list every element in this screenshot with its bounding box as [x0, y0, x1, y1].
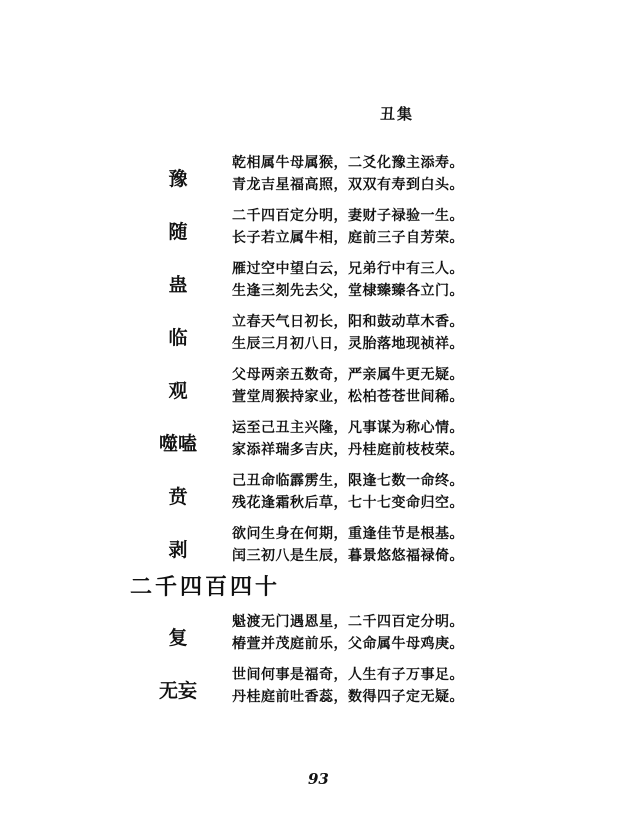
chapter-header: 丑集	[380, 105, 415, 123]
hexagram-name: 豫	[168, 168, 188, 190]
hexagram-entry	[0, 470, 640, 520]
hexagram-entry	[0, 364, 640, 414]
page-number: 93	[308, 770, 329, 788]
hexagram-entry	[0, 205, 640, 255]
verse-line-2: 生逢三刻先去父，堂棣臻臻各立门。	[232, 283, 464, 299]
hexagram-entry	[0, 417, 640, 467]
hexagram-name: 剥	[168, 539, 188, 561]
verse-line-2: 闰三初八是生辰，暮景悠悠福禄倚。	[232, 548, 464, 564]
hexagram-name: 临	[168, 327, 188, 349]
verse-line-1: 雁过空中望白云，兄弟行中有三人。	[232, 261, 464, 277]
verse-line-1: 父母两亲五数奇，严亲属牛更无疑。	[232, 367, 464, 383]
verse-line-2: 长子若立属牛相，庭前三子自芳荣。	[232, 230, 464, 246]
hexagram-entry	[0, 523, 640, 573]
verse-line-1: 二千四百定分明，妻财子禄验一生。	[232, 208, 464, 224]
verse-line-2: 青龙吉星福高照，双双有寿到白头。	[232, 177, 464, 193]
hexagram-name: 观	[168, 380, 188, 402]
verse-line-1: 魁渡无门遇恩星，二千四百定分明。	[232, 614, 464, 630]
hexagram-entry	[0, 258, 640, 308]
hexagram-name: 无妄	[158, 680, 197, 702]
verse-line-1: 运至己丑主兴隆，凡事谋为称心情。	[232, 420, 464, 436]
hexagram-entry	[0, 152, 640, 202]
verse-line-2: 家添祥瑞多吉庆，丹桂庭前枝枝荣。	[232, 442, 464, 458]
hexagram-name: 随	[168, 221, 188, 243]
hexagram-name: 噬嗑	[158, 433, 197, 455]
hexagram-entry	[0, 664, 640, 714]
verse-line-2: 萱堂周猴持家业，松柏苍苍世间稀。	[232, 389, 464, 405]
hexagram-name: 蛊	[168, 274, 188, 296]
verse-line-1: 乾相属牛母属猴，二爻化豫主添寿。	[232, 155, 464, 171]
verse-line-1: 己丑命临霹雳生，限逢七数一命终。	[232, 473, 464, 489]
verse-line-2: 生辰三月初八日，灵胎落地现祯祥。	[232, 336, 464, 352]
verse-line-1: 立春天气日初长，阳和鼓动草木香。	[232, 314, 464, 330]
hexagram-name: 贲	[168, 486, 188, 508]
verse-line-1: 世间何事是福奇，人生有子万事足。	[232, 667, 464, 683]
section-title: 二千四百四十	[130, 574, 281, 600]
verse-line-2: 残花逢霜秋后草，七十七变命归空。	[232, 495, 464, 511]
verse-line-1: 欲问生身在何期，重逢佳节是根基。	[232, 526, 464, 542]
hexagram-entry	[0, 611, 640, 661]
hexagram-entry	[0, 311, 640, 361]
verse-line-2: 椿萱并茂庭前乐，父命属牛母鸡庚。	[232, 636, 464, 652]
verse-line-2: 丹桂庭前吐香蕊，数得四子定无疑。	[232, 689, 464, 705]
hexagram-name: 复	[168, 627, 188, 649]
